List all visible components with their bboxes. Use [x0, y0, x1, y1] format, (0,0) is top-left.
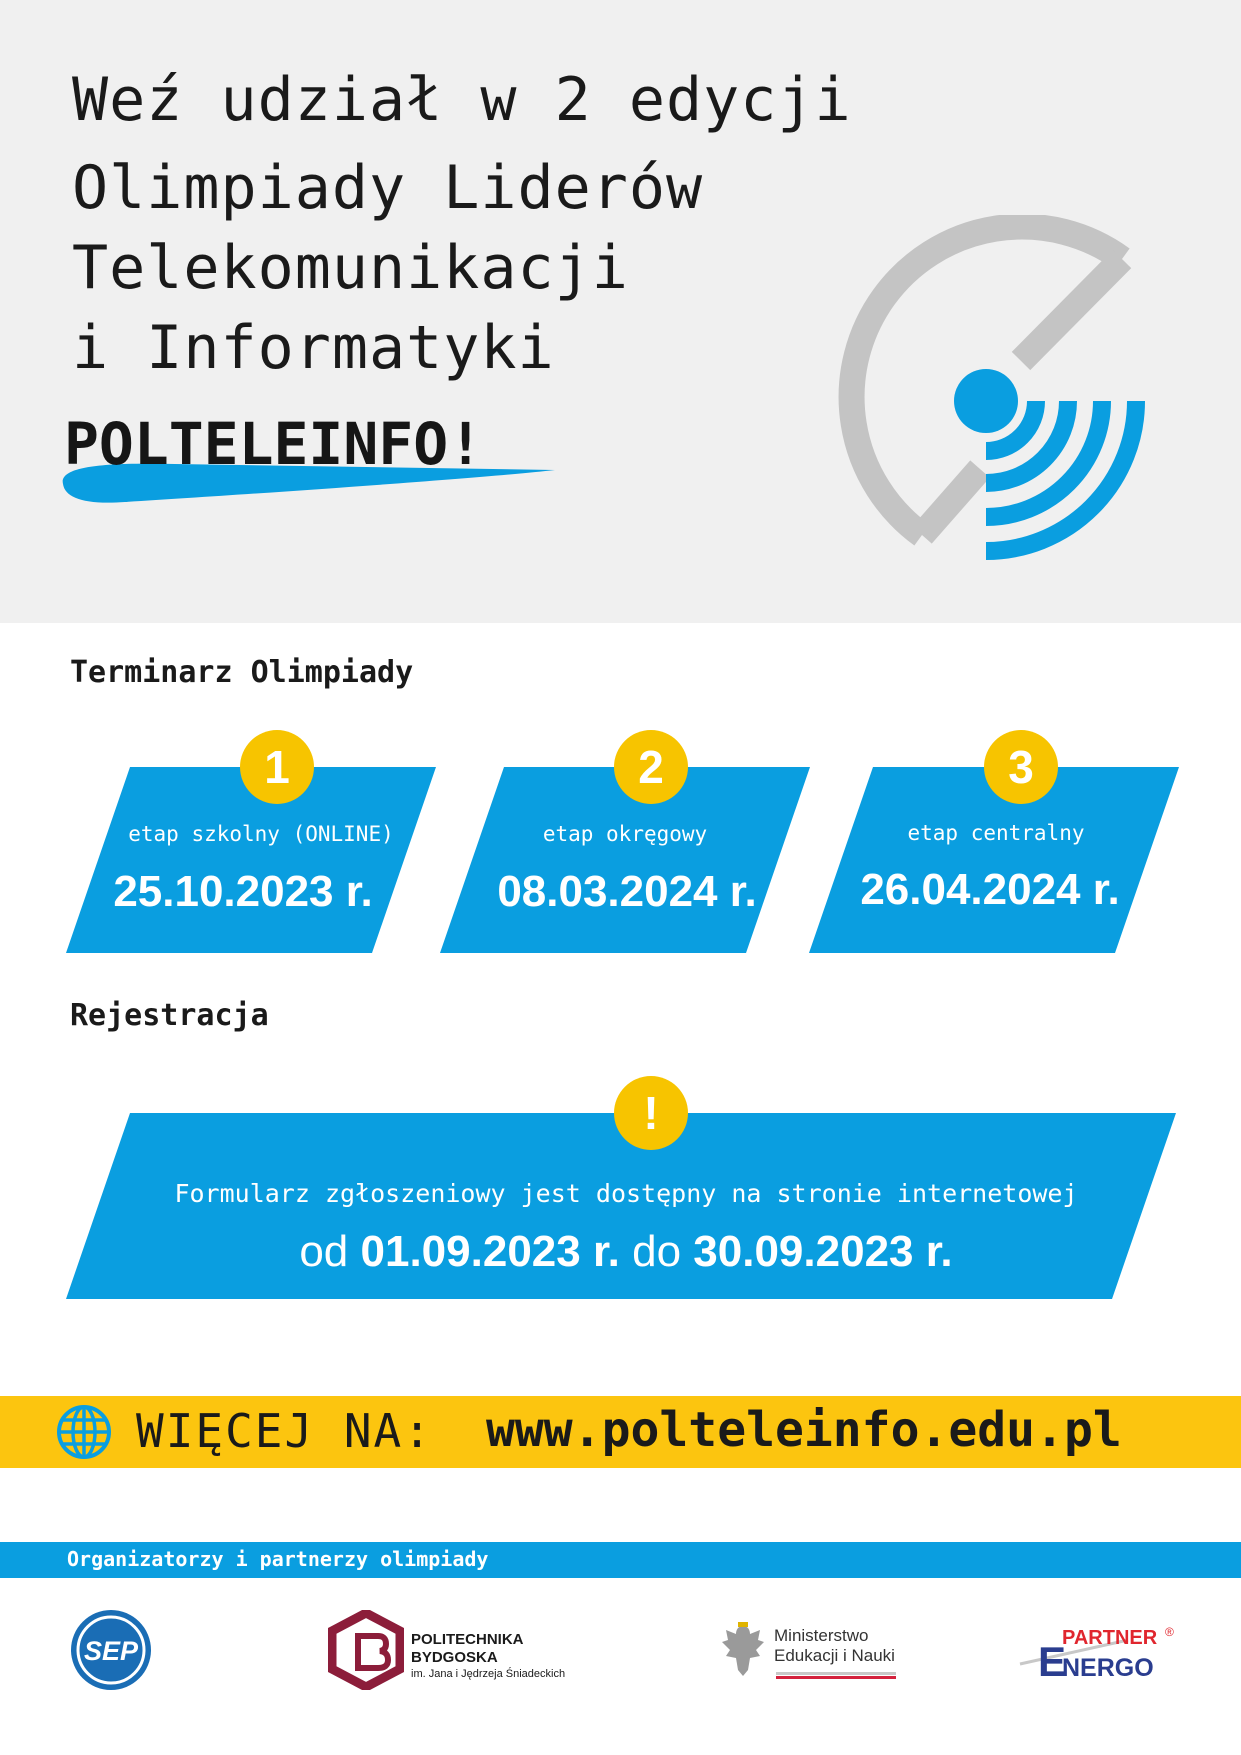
registered-mark: ®: [1165, 1625, 1174, 1639]
politechnika-bydgoska-logo-icon: [328, 1610, 404, 1690]
stage-card-1: [66, 741, 436, 953]
to-word: do: [632, 1227, 682, 1276]
partner-energo-logo-icon: [1018, 1620, 1180, 1682]
sep-logo-text: SEP: [83, 1636, 139, 1666]
partner-energo-top: PARTNER: [1062, 1627, 1158, 1649]
ministry-name-line2: Edukacji i Nauki: [774, 1646, 895, 1665]
pb-name-line2: BYDGOSKA: [411, 1649, 498, 1666]
stage-card-2: [440, 741, 810, 953]
registration-heading: Rejestracja: [70, 998, 269, 1033]
stage-date: 25.10.2023 r.: [113, 867, 373, 916]
ministry-flag-stripe: [776, 1672, 896, 1675]
partners-bar: [0, 1542, 1241, 1578]
stage-card-shape: [440, 767, 810, 953]
from-word: od: [299, 1227, 349, 1276]
stage-card-3: [809, 741, 1179, 953]
pb-name-line1: POLITECHNIKA: [411, 1631, 524, 1648]
globe-icon: [56, 1404, 112, 1460]
stage-date: 08.03.2024 r.: [497, 867, 757, 916]
eagle-emblem-icon: [718, 1620, 768, 1680]
more-info-bar: [0, 1396, 1241, 1468]
stage-card-shape: [809, 767, 1179, 953]
sep-logo-icon: [69, 1608, 153, 1692]
more-info-label: WIĘCEJ NA:: [136, 1404, 433, 1458]
ministry-flag-stripe-red: [776, 1676, 896, 1679]
ministry-name-line1: Ministerstwo: [774, 1626, 869, 1645]
stage-date: 26.04.2024 r.: [860, 865, 1120, 914]
schedule-heading: Terminarz Olimpiady: [70, 655, 414, 690]
partner-energo-bottom: NERGO: [1062, 1654, 1154, 1682]
pb-name-line3: im. Jana i Jędrzeja Śniadeckich: [411, 1668, 566, 1680]
stage-number-badge: 1: [240, 730, 314, 804]
partner-energo-e: E: [1038, 1638, 1067, 1682]
attention-badge: !: [614, 1076, 688, 1150]
stage-number-badge: 2: [614, 730, 688, 804]
title-line-4: i Informatyki: [72, 313, 555, 383]
to-date: 30.09.2023 r.: [693, 1227, 953, 1276]
stage-number-badge: 3: [984, 730, 1058, 804]
registration-text: Formularz zgłoszeniowy jest dostępny na stronie internetowej: [174, 1179, 1078, 1208]
stage-label: etap okręgowy: [542, 822, 708, 846]
title-line-2: Olimpiady Liderów: [72, 153, 704, 223]
polteleinfo-logo-icon: [790, 215, 1190, 595]
title-line-3: Telekomunikacji: [72, 233, 629, 303]
stage-card-shape: [66, 767, 436, 953]
registration-card: [66, 1087, 1176, 1299]
title-line-1: Weź udział w 2 edycji: [72, 65, 852, 135]
registration-dates: [26, 1227, 1226, 1277]
website-link[interactable]: www.polteleinfo.edu.pl: [486, 1402, 1122, 1458]
partners-heading: Organizatorzy i partnerzy olimpiady: [67, 1547, 489, 1571]
hero-section: [0, 0, 1241, 623]
stage-label: etap centralny: [907, 821, 1085, 845]
stage-label: etap szkolny (ONLINE): [128, 822, 394, 846]
brand-title: POLTELEINFO!: [64, 410, 484, 478]
from-date: 01.09.2023 r.: [360, 1227, 620, 1276]
